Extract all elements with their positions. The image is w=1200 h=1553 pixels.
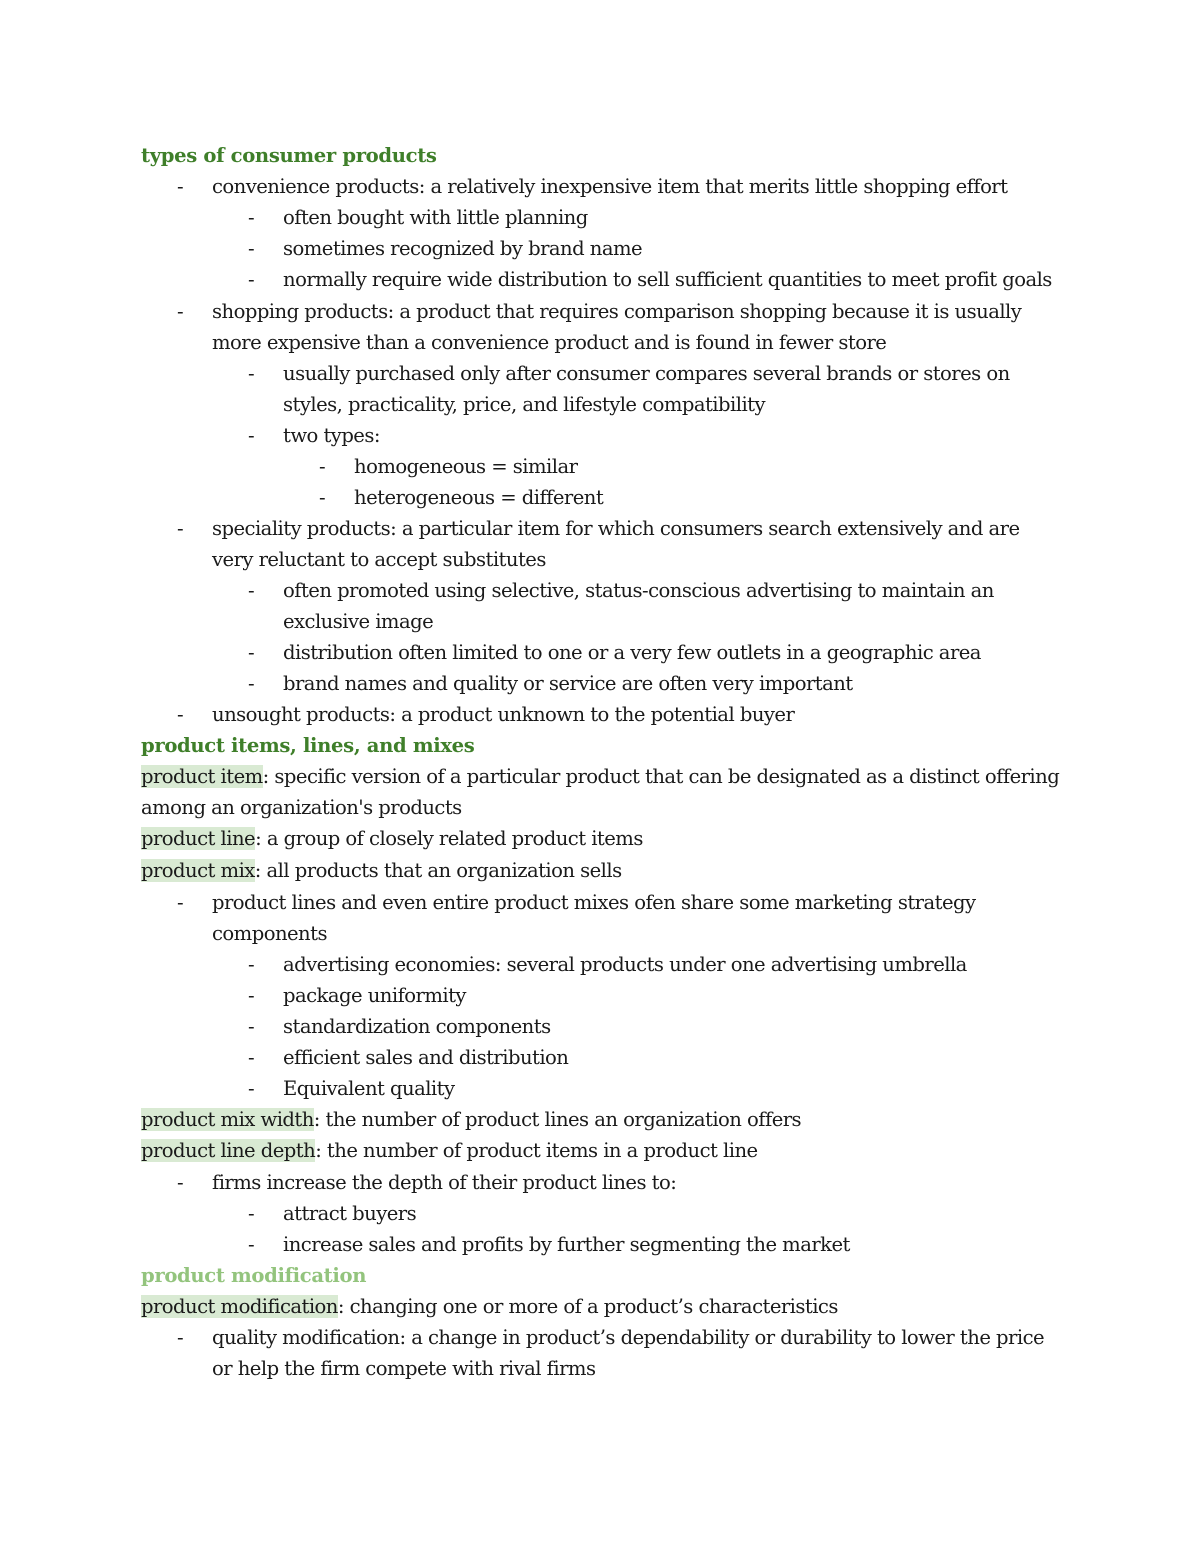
bullet-dash: - (248, 953, 255, 976)
list-item-text: heterogeneous = different (354, 486, 604, 509)
bullet-dash: - (248, 237, 255, 260)
section-heading-items-lines-mixes: product items, lines, and mixes (141, 734, 475, 757)
bullet-dash: - (248, 641, 255, 664)
definition-product-line-depth (141, 1135, 1060, 1166)
list-item-text: components (212, 922, 327, 945)
bullet-dash: - (248, 206, 255, 229)
list-item-text: often bought with little planning (283, 206, 588, 229)
definition-product-line (141, 823, 1060, 854)
highlighted-term: product modification (141, 1295, 338, 1318)
bullet-dash: - (248, 268, 255, 291)
definition-text: : a group of closely related product items (255, 827, 643, 850)
list-item-text: normally require wide distribution to sell sufficient quantities to meet profit goals (283, 268, 1052, 291)
list-item-continuation (141, 544, 1060, 575)
bullet-dash: - (177, 1326, 184, 1349)
definition-text: : changing one or more of a product’s characteristics (337, 1295, 838, 1318)
bullet-dash: - (177, 703, 184, 726)
list-item-shopping (141, 296, 1060, 327)
list-item-text: Equivalent quality (283, 1077, 455, 1100)
list-item-text: very reluctant to accept substitutes (212, 548, 546, 571)
list-item-continuation (141, 327, 1060, 358)
list-item-text: often promoted using selective, status-conscious advertising to maintain an (283, 579, 994, 602)
list-item-text: firms increase the depth of their product lines to: (212, 1171, 677, 1194)
list-item-text: unsought products: a product unknown to the potential buyer (212, 703, 795, 726)
list-item-text: product lines and even entire product mixes ofen share some marketing strategy (212, 891, 976, 914)
list-item (141, 887, 1060, 918)
definition-product-mix-width (141, 1104, 1060, 1135)
bullet-dash: - (248, 1077, 255, 1100)
definition-text: among an organization's products (141, 796, 462, 819)
list-item-text: convenience products: a relatively inexpensive item that merits little shopping effort (212, 175, 1008, 198)
bullet-dash: - (319, 455, 326, 478)
bullet-dash: - (177, 300, 184, 323)
list-item-continuation (141, 606, 1060, 637)
list-item (141, 1011, 1060, 1042)
list-item-text: sometimes recognized by brand name (283, 237, 643, 260)
bullet-dash: - (177, 1171, 184, 1194)
bullet-dash: - (177, 517, 184, 540)
bullet-dash: - (177, 175, 184, 198)
section-heading-product-modification: product modification (141, 1264, 367, 1287)
list-item (141, 1322, 1060, 1353)
bullet-dash: - (248, 1015, 255, 1038)
bullet-dash: - (248, 672, 255, 695)
list-item-speciality (141, 513, 1060, 544)
definition-continuation (141, 792, 1060, 823)
list-item-text: efficient sales and distribution (283, 1046, 569, 1069)
definition-product-mix (141, 855, 1060, 886)
list-item-text: or help the firm compete with rival firms (212, 1357, 596, 1380)
highlighted-term: product mix width (141, 1108, 314, 1131)
list-item (141, 1042, 1060, 1073)
list-item-text: styles, practicality, price, and lifestyle compatibility (283, 393, 766, 416)
list-item (141, 1167, 1060, 1198)
bullet-dash: - (248, 424, 255, 447)
definition-text: : the number of product items in a product line (315, 1139, 758, 1162)
list-item (141, 482, 1060, 513)
list-item-text: speciality products: a particular item for which consumers search extensively and are (212, 517, 1020, 540)
list-item (141, 980, 1060, 1011)
bullet-dash: - (248, 579, 255, 602)
bullet-dash: - (248, 984, 255, 1007)
section-heading-consumer-products: types of consumer products (141, 144, 437, 167)
list-item (141, 668, 1060, 699)
list-item-text: more expensive than a convenience product and is found in fewer store (212, 331, 887, 354)
definition-text: : the number of product lines an organization offers (313, 1108, 802, 1131)
list-item-text: standardization components (283, 1015, 551, 1038)
definition-product-item (141, 761, 1060, 792)
bullet-dash: - (319, 486, 326, 509)
bullet-dash: - (177, 891, 184, 914)
list-item (141, 264, 1060, 295)
list-item (141, 420, 1060, 451)
list-item-continuation (141, 389, 1060, 420)
bullet-dash: - (248, 1046, 255, 1069)
list-item (141, 575, 1060, 606)
list-item (141, 1198, 1060, 1229)
list-item-text: exclusive image (283, 610, 434, 633)
bullet-dash: - (248, 1233, 255, 1256)
list-item (141, 451, 1060, 482)
list-item-continuation (141, 1353, 1060, 1384)
list-item-text: increase sales and profits by further segmenting the market (283, 1233, 850, 1256)
list-item-text: advertising economies: several products under one advertising umbrella (283, 953, 967, 976)
list-item (141, 1073, 1060, 1104)
highlighted-term: product mix (141, 859, 255, 882)
list-item-text: attract buyers (283, 1202, 417, 1225)
list-item-text: usually purchased only after consumer compares several brands or stores on (283, 362, 1010, 385)
list-item-text: package uniformity (283, 984, 466, 1007)
definition-product-modification (141, 1291, 1060, 1322)
list-item (141, 637, 1060, 668)
highlighted-term: product line depth (141, 1139, 316, 1162)
list-item-continuation (141, 918, 1060, 949)
list-item-text: two types: (283, 424, 380, 447)
list-item (141, 358, 1060, 389)
list-item-convenience (141, 171, 1060, 202)
definition-text: : specific version of a particular product that can be designated as a distinct offering (262, 765, 1060, 788)
list-item-unsought (141, 699, 1060, 730)
bullet-dash: - (248, 1202, 255, 1225)
list-item-text: brand names and quality or service are often very important (283, 672, 853, 695)
list-item (141, 1229, 1060, 1260)
bullet-dash: - (248, 362, 255, 385)
highlighted-term: product line (141, 827, 256, 850)
list-item-text: homogeneous = similar (354, 455, 578, 478)
definition-text: : all products that an organization sells (254, 859, 622, 882)
list-item (141, 202, 1060, 233)
list-item-text: quality modification: a change in product’s dependability or durability to lower the price (212, 1326, 1045, 1349)
list-item-text: shopping products: a product that requires comparison shopping because it is usually (212, 300, 1022, 323)
list-item-text: distribution often limited to one or a very few outlets in a geographic area (283, 641, 981, 664)
highlighted-term: product item (141, 765, 263, 788)
list-item (141, 949, 1060, 980)
list-item (141, 233, 1060, 264)
